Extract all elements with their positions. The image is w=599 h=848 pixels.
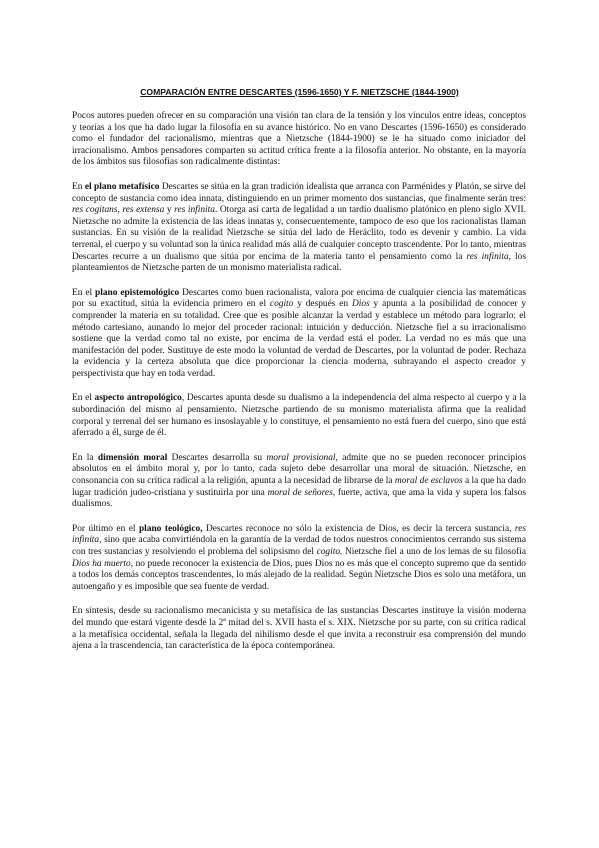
italic-term: Dios ha muerto,: [72, 558, 134, 569]
text-run: . Otorga así carta de legalidad a un tardío dualismo platónico en pleno siglo XVII. Nietzsche no admite la existencia de las ideas innatas y, consecuentemente, tampoco de eso que los racionalistas llaman sustancias. En su visión de la realidad Nietzsche se sitúa del lado de Heráclito, todo es devenir y cambio. La vida terrenal, el cuerpo y su voluntad son la única realidad más allá de cualquier concepto trascendente. Por lo tanto, mientras Descartes recurre a un dualismo que sitúa por encima de la materia tanto el pensamiento como la: [72, 205, 527, 262]
bold-term: dimensión moral: [97, 452, 168, 463]
bold-term: plano epistemológico: [95, 287, 180, 298]
italic-term: Dios: [351, 299, 370, 310]
document-title: COMPARACIÓN ENTRE DESCARTES (1596-1650) Y F. NIETZSCHE (1844-1900): [140, 87, 459, 97]
text-run: , los planteamientos de Nietzsche parten de un monismo materialista radical.: [72, 251, 526, 274]
text-run: Por último en el: [72, 523, 139, 534]
paragraph-moral: [72, 453, 526, 511]
italic-term: res infinita: [174, 205, 215, 216]
text-run: y: [164, 205, 175, 216]
text-run: admite que no se pueden reconocer principios absolutos en el ámbito moral y, por lo tanto, cada sujeto debe desarrollar una moral de situación. Nietzsche, en consonancia con su crítica radical a la religión, apunta a la necesidad de librarse de la: [72, 452, 527, 487]
text-run: Descartes reconoce no sólo la existencia de Dios, es decir la tercera sustancia,: [202, 523, 515, 534]
italic-term: res cogitans: [72, 205, 118, 216]
text-run: y después en: [293, 299, 352, 310]
italic-term: moral de esclavos: [394, 476, 463, 487]
text-run: , fuerte, activa, que ama la vida y supera los falsos dualismos.: [72, 487, 526, 510]
italic-term: res infinita,: [72, 523, 527, 546]
bold-term: el plano metafísico: [84, 181, 160, 192]
paragraph-anthropology: [72, 393, 526, 439]
text-run: En síntesis, desde su racionalismo mecanicista y su metafísica de las sustancias Descartes instituye la visión moderna del mundo que estará vigente desde la 2: [72, 606, 526, 628]
bold-term: aspecto antropológico: [94, 393, 182, 404]
paragraph-synthesis: [72, 606, 526, 652]
text-run: En: [72, 181, 85, 192]
italic-term: cogito.: [316, 547, 343, 557]
text-run: no puede reconocer la existencia de Dios, pues Dios no es más que el concepto supremo que da sentido a todos los demás conceptos trascendentes, lo más alejado de la realidad. Según Nietzsche Dios es solo una metáfora, un autoengaño y es imposible que sea fuente de verdad.: [72, 558, 526, 592]
paragraph-epistemology: [72, 288, 526, 381]
italic-term: res infinita: [466, 251, 509, 262]
text-run: mitad del s. XVII hasta el s. XIX. Nietzsche por su parte, con su crítica radical a la metafísica occidental, señala la llegada del nihilismo desde el que invita a reconstruir esa comprensión del mundo ajena a la trascendencia, tan característica de la época contemporánea.: [72, 617, 526, 652]
text-run: Descartes desarrolla su: [167, 452, 267, 463]
superscript: a: [223, 616, 226, 623]
italic-term: res extensa: [122, 205, 165, 216]
bold-term: plano teológico,: [138, 523, 203, 534]
text-run: a la que ha dado lugar tradición judeo-cristiana y sustituirla por una: [72, 476, 526, 498]
italic-term: moral provisional,: [266, 452, 338, 463]
text-run: Descartes como buen racionalista, valora por encima de cualquier ciencia las matemáticas por su exactitud, sitúa la evidencia primero en el: [72, 287, 526, 310]
text-run: Pocos autores pueden ofrecer en su comparación una visión tan clara de la tensión y los vínculos entre ideas, conceptos y teorías a los que ha dado lugar la filosofía en su avance histórico. No en vano Descartes (1596-1650) es considerado como el fundador del racionalismo, mientras que a Nietzsche (1844-1900) se le ha situado como iniciador del irracionalismo. Ambos pensadores comparten su actitud crítica frente a la filosofía anterior. No obstante, en la mayoría de los ámbitos sus filosofías son radicalmente distintas:: [72, 111, 526, 168]
text-run: ,: [117, 205, 123, 216]
document-body: [72, 111, 526, 666]
text-run: sino que acaba convirtiéndola en la garantía de la verdad de todos nuestros conocimientos cerrando sus sistema con tres sustancias y resolviendo el problema del solipsismo del: [72, 535, 526, 557]
italic-term: moral de señores: [267, 487, 333, 498]
text-run: En el: [72, 393, 95, 404]
paragraph-intro: [72, 111, 526, 169]
text-run: En la: [72, 452, 98, 463]
text-run: y apunta a la posibilidad de conocer y comprender la materia en su totalidad. Cree que es posible alcanzar la verdad y establece un método para lograrlo: el método cartesiano, aunando lo mejor del proceder racional: intuición y deducción. Nietzsche fiel a su irracionalismo sostiene que la verdad como tal no existe, por encima de la verdad está el poder. La verdad no es más que una manifestación del poder. Sustituye de este modo la voluntad de verdad de Descartes, por la voluntad de poder. Rechaza la evidencia y la certeza absoluta que dice proporcionar la ciencia moderna, subrayando el aspecto creador y perspectivista que hay en toda verdad.: [72, 299, 527, 379]
paragraph-theology: [72, 524, 526, 594]
text-run: En el: [72, 287, 96, 298]
italic-term: cogito: [269, 299, 294, 310]
text-run: Nietzsche fiel a uno de los lemas de su filosofía: [342, 547, 526, 557]
text-run: , Descartes apunta desde su dualismo a la independencia del alma respecto al cuerpo y a la subordinación del mismo al pensamiento. Nietzsche partiendo de su monismo materialista afirma que la realidad corporal y terrenal del ser humano es insoslayable y lo constituye, el pensamiento no está fuera del cuerpo, sino que está aferrado a él, surge de él.: [72, 393, 527, 439]
paragraph-metaphysics: [72, 182, 526, 275]
text-run: Descartes se sitúa en la gran tradición idealista que arranca con Parménides y Platón, se sirve del concepto de sustancia como idea innata, distinguiendo en un primer momento dos sustancias, que finalmente serán tres:: [72, 181, 526, 204]
